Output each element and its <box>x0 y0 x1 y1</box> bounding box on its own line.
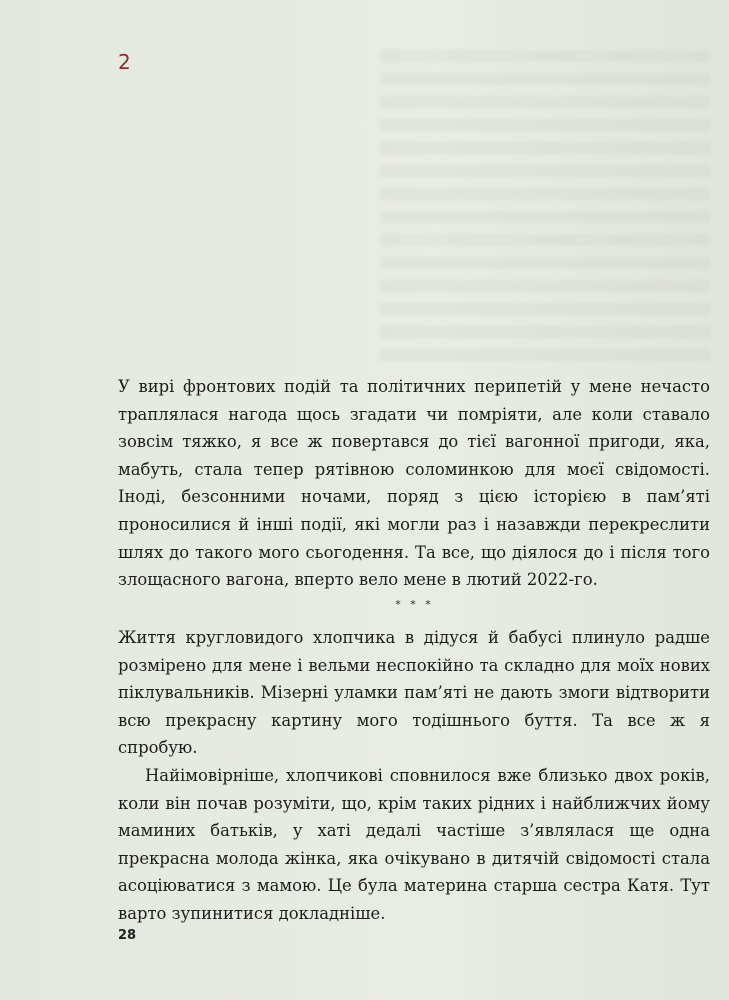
page-number: 28 <box>118 928 137 943</box>
text-block-lower <box>118 624 710 928</box>
chapter-number: 2 <box>118 50 132 74</box>
paragraph: Найімовірніше, хлопчикові сповнилося вже близько двох років, коли він почав розуміти, що, крім таких рідних і найближчих йому маминих батьків, у хаті дедалі частіше з’являлася ще одна прекрасна молода жінка, яка очікувано в дитячій свідомості стала асоціюватися з мамою. Це була материна старша сестра Катя. Тут варто зупинитися докладніше. <box>118 765 710 923</box>
paragraph: У вирі фронтових подій та політичних перипетій у мене нечасто траплялася нагода щось згадати чи помріяти, але коли ставало зовсім тяжко, я все ж повертався до тієї вагонної пригоди, яка, мабуть, стала тепер рятівною соломинкою для моєї свідомості. Іноді, безсонними ночами, поряд з цією історією в пам’яті проносилися й інші події, які могли раз і назавжди перекреслити шлях до такого мого сьогодення. Та все, що діялося до і після того злощасного вагона, вперто вело мене в лютий 2022-го. <box>118 377 710 590</box>
bleed-through-shadow <box>380 50 710 370</box>
section-separator: * * * <box>395 598 434 611</box>
text-block-upper <box>118 373 710 594</box>
paragraph: Життя кругловидого хлопчика в дідуся й бабусі плинуло радше розмірено для мене і вельми неспокійно та складно для моїх нових піклувальників. Мізерні уламки пам’яті не дають змоги відтворити всю прекрасну картину мого тодішнього буття. Та все ж я спробую. <box>118 628 710 758</box>
